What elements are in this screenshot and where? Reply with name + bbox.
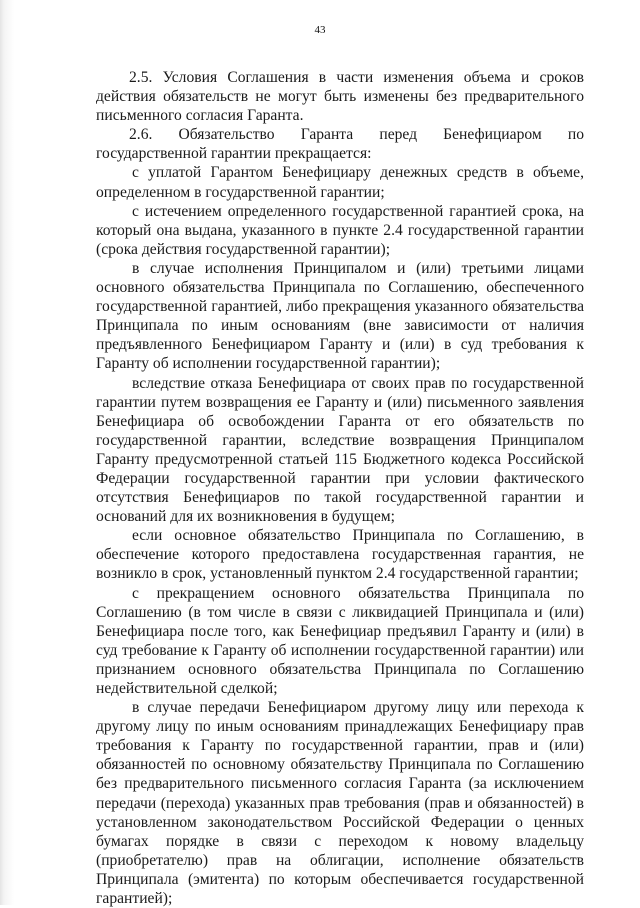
document-body (96, 68, 584, 908)
termination-condition-obligation-ended: с прекращением основного обязательства Принципала по Соглашению (в том числе в связи с ликвидацией Принципала и (или) Бенефициара после того, как Бенефициар предъявил Гаранту и (или) в суд требование к Гаранту об исполнении государственной гарантии) или признанием основного обязательства Принципала по Соглашению недействительной сделкой; (96, 584, 584, 697)
termination-condition-payment: с уплатой Гарантом Бенефициару денежных средств в объеме, определенном в государственной гарантии; (96, 164, 584, 201)
page-number: 43 (314, 24, 326, 36)
termination-condition-expiry: с истечением определенного государственной гарантией срока, на который она выдана, указанного в пункте 2.4 государственной гарантии (срока действия государственной гарантии); (96, 202, 584, 258)
termination-condition-waiver: вследствие отказа Бенефициара от своих прав по государственной гарантии путем возвращения ее Гаранту и (или) письменного заявления Бенефициара об освобождении Гаранта от его обязательств по государственной гарантии, вследствие возвращения Принципалом Гаранту предусмотренной статьей 115 Бюджетного кодекса Российской Федерации государственной гарантии при условии фактического отсутствия Бенефициаров по такой государственной гарантии и оснований для их возникновения в будущем; (96, 374, 584, 526)
termination-condition-rights-transfer: в случае передачи Бенефициаром другому лицу или перехода к другому лицу по иным основаниям принадлежащих Бенефициару прав требования к Гаранту по государственной гарантии, прав и (или) обязанностей по основному обязательству Принципала по Соглашению без предварительного письменного согласия Гаранта (за исключением передачи (перехода) указанных прав требования (прав и обязанностей) в установленном законодательством Российской Федерации о ценных бумагах порядке в связи с переходом к новому владельцу (приобретателю) прав на облигации, исполнение обязательств Принципала (эмитента) по которым обеспечивается государственной гарантией); (96, 699, 584, 908)
paragraph-2-5: 2.5. Условия Соглашения в части изменения объема и сроков действия обязательств не могут быть изменены без предварительного письменного согласия Гаранта. (96, 69, 584, 125)
paragraph-2-6: 2.6. Обязательство Гаранта перед Бенефициаром по государственной гарантии прекращается: (96, 126, 584, 163)
scan-edge (0, 0, 14, 905)
termination-condition-not-arisen: если основное обязательство Принципала по Соглашению, в обеспечение которого предоставлена государственная гарантия, не возникло в срок, установленный пунктом 2.4 государственной гарантии; (96, 527, 584, 583)
termination-condition-fulfillment: в случае исполнения Принципалом и (или) третьими лицами основного обязательства Принципала по Соглашению, обеспеченного государственной гарантией, либо прекращения указанного обязательства Принципала по иным основаниям (вне зависимости от наличия предъявленного Бенефициаром Гаранту и (или) в суд требования к Гаранту об исполнении государственной гарантии); (96, 259, 584, 373)
